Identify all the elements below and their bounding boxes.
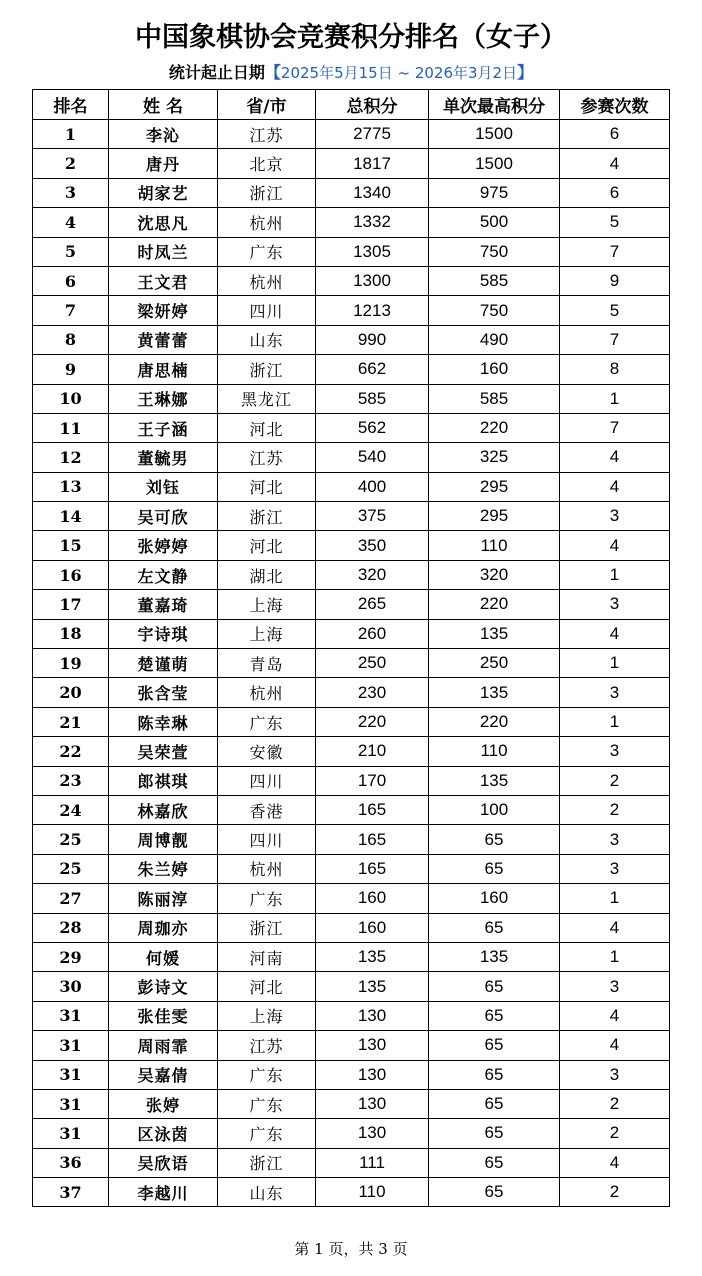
total-points-cell: 165 <box>316 825 429 854</box>
rank-cell: 31 <box>33 1060 109 1089</box>
event-count-cell: 4 <box>560 913 670 942</box>
table-row <box>33 619 670 648</box>
rank-cell: 6 <box>33 266 109 295</box>
rank-cell: 31 <box>33 1089 109 1118</box>
player-name-cell: 区泳茵 <box>109 1119 218 1148</box>
max-single-points-cell: 325 <box>429 443 560 472</box>
max-single-points-cell: 975 <box>429 178 560 207</box>
max-single-points-cell: 220 <box>429 707 560 736</box>
rank-cell: 24 <box>33 795 109 824</box>
event-count-cell: 3 <box>560 678 670 707</box>
date-range-open-bracket: 【 <box>264 63 281 82</box>
event-count-cell: 3 <box>560 972 670 1001</box>
table-row <box>33 825 670 854</box>
rank-cell: 31 <box>33 1031 109 1060</box>
province-cell: 北京 <box>218 149 316 178</box>
event-count-cell: 4 <box>560 1031 670 1060</box>
total-points-cell: 160 <box>316 913 429 942</box>
total-points-cell: 130 <box>316 1031 429 1060</box>
table-row <box>33 707 670 736</box>
rank-cell: 3 <box>33 178 109 207</box>
header-max-single-points: 单次最高积分 <box>429 90 560 120</box>
player-name-cell: 宇诗琪 <box>109 619 218 648</box>
rank-cell: 9 <box>33 355 109 384</box>
rank-cell: 11 <box>33 413 109 442</box>
player-name-cell: 左文静 <box>109 560 218 589</box>
max-single-points-cell: 500 <box>429 208 560 237</box>
player-name-cell: 吴可欣 <box>109 502 218 531</box>
event-count-cell: 2 <box>560 795 670 824</box>
rank-cell: 36 <box>33 1148 109 1177</box>
total-points-cell: 562 <box>316 413 429 442</box>
rank-cell: 31 <box>33 1119 109 1148</box>
max-single-points-cell: 160 <box>429 355 560 384</box>
total-points-cell: 400 <box>316 472 429 501</box>
table-row <box>33 737 670 766</box>
player-name-cell: 梁妍婷 <box>109 296 218 325</box>
rank-cell: 19 <box>33 649 109 678</box>
player-name-cell: 陈丽淳 <box>109 884 218 913</box>
table-row <box>33 560 670 589</box>
event-count-cell: 7 <box>560 325 670 354</box>
province-cell: 河南 <box>218 942 316 971</box>
total-points-cell: 135 <box>316 942 429 971</box>
event-count-cell: 1 <box>560 560 670 589</box>
province-cell: 杭州 <box>218 678 316 707</box>
rank-cell: 8 <box>33 325 109 354</box>
table-row <box>33 913 670 942</box>
event-count-cell: 3 <box>560 1060 670 1089</box>
table-row <box>33 178 670 207</box>
province-cell: 浙江 <box>218 1148 316 1177</box>
player-name-cell: 陈幸琳 <box>109 707 218 736</box>
player-name-cell: 张婷婷 <box>109 531 218 560</box>
player-name-cell: 郎祺琪 <box>109 766 218 795</box>
rank-cell: 13 <box>33 472 109 501</box>
table-row <box>33 531 670 560</box>
player-name-cell: 王琳娜 <box>109 384 218 413</box>
province-cell: 河北 <box>218 472 316 501</box>
rank-cell: 4 <box>33 208 109 237</box>
province-cell: 江苏 <box>218 443 316 472</box>
total-points-cell: 160 <box>316 884 429 913</box>
player-name-cell: 楚谨萌 <box>109 649 218 678</box>
province-cell: 广东 <box>218 1089 316 1118</box>
province-cell: 青岛 <box>218 649 316 678</box>
province-cell: 河北 <box>218 972 316 1001</box>
player-name-cell: 张含莹 <box>109 678 218 707</box>
total-points-cell: 1213 <box>316 296 429 325</box>
province-cell: 广东 <box>218 237 316 266</box>
province-cell: 浙江 <box>218 178 316 207</box>
max-single-points-cell: 295 <box>429 472 560 501</box>
event-count-cell: 4 <box>560 1148 670 1177</box>
province-cell: 浙江 <box>218 913 316 942</box>
total-points-cell: 585 <box>316 384 429 413</box>
table-row <box>33 384 670 413</box>
player-name-cell: 张佳雯 <box>109 1001 218 1030</box>
event-count-cell: 2 <box>560 1119 670 1148</box>
rank-cell: 25 <box>33 825 109 854</box>
total-points-cell: 165 <box>316 854 429 883</box>
rank-cell: 37 <box>33 1178 109 1207</box>
player-name-cell: 周珈亦 <box>109 913 218 942</box>
rank-cell: 27 <box>33 884 109 913</box>
max-single-points-cell: 135 <box>429 678 560 707</box>
total-points-cell: 265 <box>316 590 429 619</box>
rank-cell: 28 <box>33 913 109 942</box>
event-count-cell: 3 <box>560 590 670 619</box>
max-single-points-cell: 65 <box>429 913 560 942</box>
province-cell: 浙江 <box>218 502 316 531</box>
province-cell: 浙江 <box>218 355 316 384</box>
table-row <box>33 766 670 795</box>
total-points-cell: 220 <box>316 707 429 736</box>
max-single-points-cell: 750 <box>429 237 560 266</box>
event-count-cell: 4 <box>560 149 670 178</box>
rank-cell: 23 <box>33 766 109 795</box>
header-event-count: 参赛次数 <box>560 90 670 120</box>
total-points-cell: 111 <box>316 1148 429 1177</box>
table-row <box>33 266 670 295</box>
total-points-cell: 320 <box>316 560 429 589</box>
table-row <box>33 884 670 913</box>
header-name: 姓 名 <box>109 90 218 120</box>
max-single-points-cell: 295 <box>429 502 560 531</box>
date-range-close-bracket: 】 <box>517 63 534 82</box>
rank-cell: 17 <box>33 590 109 619</box>
page-title: 中国象棋协会竞赛积分排名（女子） <box>135 22 567 53</box>
player-name-cell: 张婷 <box>109 1089 218 1118</box>
rank-cell: 14 <box>33 502 109 531</box>
table-row <box>33 472 670 501</box>
table-row <box>33 1178 670 1207</box>
player-name-cell: 何媛 <box>109 942 218 971</box>
total-points-cell: 1305 <box>316 237 429 266</box>
event-count-cell: 3 <box>560 737 670 766</box>
player-name-cell: 胡家艺 <box>109 178 218 207</box>
province-cell: 湖北 <box>218 560 316 589</box>
total-points-cell: 1300 <box>316 266 429 295</box>
rank-cell: 25 <box>33 854 109 883</box>
rank-cell: 7 <box>33 296 109 325</box>
max-single-points-cell: 220 <box>429 413 560 442</box>
player-name-cell: 时凤兰 <box>109 237 218 266</box>
province-cell: 上海 <box>218 1001 316 1030</box>
province-cell: 广东 <box>218 1119 316 1148</box>
header-total-points: 总积分 <box>316 90 429 120</box>
max-single-points-cell: 320 <box>429 560 560 589</box>
total-points-cell: 1332 <box>316 208 429 237</box>
date-range-line <box>0 62 702 84</box>
total-points-cell: 2775 <box>316 120 429 149</box>
rank-cell: 16 <box>33 560 109 589</box>
rank-cell: 31 <box>33 1001 109 1030</box>
max-single-points-cell: 490 <box>429 325 560 354</box>
rank-cell: 20 <box>33 678 109 707</box>
event-count-cell: 4 <box>560 443 670 472</box>
total-points-cell: 165 <box>316 795 429 824</box>
province-cell: 河北 <box>218 413 316 442</box>
player-name-cell: 周雨霏 <box>109 1031 218 1060</box>
table-body <box>33 120 670 1207</box>
table-row <box>33 443 670 472</box>
table-row <box>33 678 670 707</box>
event-count-cell: 3 <box>560 825 670 854</box>
province-cell: 广东 <box>218 707 316 736</box>
max-single-points-cell: 110 <box>429 737 560 766</box>
max-single-points-cell: 750 <box>429 296 560 325</box>
table-row <box>33 1119 670 1148</box>
province-cell: 杭州 <box>218 854 316 883</box>
total-points-cell: 375 <box>316 502 429 531</box>
total-points-cell: 1817 <box>316 149 429 178</box>
table-row <box>33 237 670 266</box>
max-single-points-cell: 220 <box>429 590 560 619</box>
total-points-cell: 540 <box>316 443 429 472</box>
player-name-cell: 李沁 <box>109 120 218 149</box>
event-count-cell: 4 <box>560 472 670 501</box>
rank-cell: 12 <box>33 443 109 472</box>
event-count-cell: 7 <box>560 237 670 266</box>
player-name-cell: 朱兰婷 <box>109 854 218 883</box>
page-footer: 第 1 页，共 3 页 <box>294 1240 408 1258</box>
rank-cell: 1 <box>33 120 109 149</box>
province-cell: 广东 <box>218 1060 316 1089</box>
rank-cell: 18 <box>33 619 109 648</box>
player-name-cell: 唐丹 <box>109 149 218 178</box>
province-cell: 四川 <box>218 296 316 325</box>
table-row <box>33 795 670 824</box>
player-name-cell: 李越川 <box>109 1178 218 1207</box>
event-count-cell: 1 <box>560 384 670 413</box>
table-row <box>33 296 670 325</box>
table-header-row <box>33 90 670 120</box>
province-cell: 山东 <box>218 325 316 354</box>
total-points-cell: 1340 <box>316 178 429 207</box>
player-name-cell: 王文君 <box>109 266 218 295</box>
player-name-cell: 沈思凡 <box>109 208 218 237</box>
province-cell: 黑龙江 <box>218 384 316 413</box>
max-single-points-cell: 65 <box>429 825 560 854</box>
max-single-points-cell: 65 <box>429 1089 560 1118</box>
event-count-cell: 1 <box>560 649 670 678</box>
province-cell: 上海 <box>218 619 316 648</box>
table-row <box>33 355 670 384</box>
table-row <box>33 120 670 149</box>
max-single-points-cell: 135 <box>429 942 560 971</box>
max-single-points-cell: 65 <box>429 1119 560 1148</box>
max-single-points-cell: 65 <box>429 1001 560 1030</box>
total-points-cell: 130 <box>316 1001 429 1030</box>
event-count-cell: 1 <box>560 942 670 971</box>
max-single-points-cell: 65 <box>429 1060 560 1089</box>
player-name-cell: 吴欣语 <box>109 1148 218 1177</box>
event-count-cell: 6 <box>560 120 670 149</box>
max-single-points-cell: 65 <box>429 1031 560 1060</box>
total-points-cell: 990 <box>316 325 429 354</box>
rank-cell: 10 <box>33 384 109 413</box>
event-count-cell: 2 <box>560 766 670 795</box>
rank-cell: 2 <box>33 149 109 178</box>
max-single-points-cell: 65 <box>429 1148 560 1177</box>
event-count-cell: 5 <box>560 296 670 325</box>
total-points-cell: 662 <box>316 355 429 384</box>
max-single-points-cell: 100 <box>429 795 560 824</box>
table-row <box>33 942 670 971</box>
max-single-points-cell: 1500 <box>429 149 560 178</box>
total-points-cell: 230 <box>316 678 429 707</box>
ranking-table <box>32 89 670 1207</box>
header-province: 省/市 <box>218 90 316 120</box>
table-row <box>33 413 670 442</box>
table-row <box>33 649 670 678</box>
province-cell: 杭州 <box>218 266 316 295</box>
province-cell: 杭州 <box>218 208 316 237</box>
total-points-cell: 130 <box>316 1089 429 1118</box>
player-name-cell: 董嘉琦 <box>109 590 218 619</box>
event-count-cell: 1 <box>560 884 670 913</box>
province-cell: 四川 <box>218 766 316 795</box>
rank-cell: 30 <box>33 972 109 1001</box>
max-single-points-cell: 135 <box>429 766 560 795</box>
event-count-cell: 2 <box>560 1178 670 1207</box>
event-count-cell: 1 <box>560 707 670 736</box>
event-count-cell: 4 <box>560 1001 670 1030</box>
rank-cell: 22 <box>33 737 109 766</box>
province-cell: 江苏 <box>218 1031 316 1060</box>
event-count-cell: 6 <box>560 178 670 207</box>
total-points-cell: 130 <box>316 1060 429 1089</box>
max-single-points-cell: 250 <box>429 649 560 678</box>
total-points-cell: 110 <box>316 1178 429 1207</box>
rank-cell: 29 <box>33 942 109 971</box>
table-row <box>33 149 670 178</box>
table-row <box>33 1060 670 1089</box>
province-cell: 河北 <box>218 531 316 560</box>
max-single-points-cell: 65 <box>429 972 560 1001</box>
player-name-cell: 吴荣萱 <box>109 737 218 766</box>
player-name-cell: 刘钰 <box>109 472 218 501</box>
event-count-cell: 3 <box>560 502 670 531</box>
province-cell: 四川 <box>218 825 316 854</box>
table-row <box>33 208 670 237</box>
table-row <box>33 1031 670 1060</box>
province-cell: 香港 <box>218 795 316 824</box>
province-cell: 江苏 <box>218 120 316 149</box>
player-name-cell: 林嘉欣 <box>109 795 218 824</box>
province-cell: 山东 <box>218 1178 316 1207</box>
total-points-cell: 250 <box>316 649 429 678</box>
province-cell: 上海 <box>218 590 316 619</box>
rank-cell: 21 <box>33 707 109 736</box>
table-row <box>33 1148 670 1177</box>
table-row <box>33 502 670 531</box>
player-name-cell: 周博靓 <box>109 825 218 854</box>
player-name-cell: 王子涵 <box>109 413 218 442</box>
event-count-cell: 5 <box>560 208 670 237</box>
max-single-points-cell: 160 <box>429 884 560 913</box>
table-row <box>33 1089 670 1118</box>
header-rank: 排名 <box>33 90 109 120</box>
player-name-cell: 吴嘉倩 <box>109 1060 218 1089</box>
max-single-points-cell: 135 <box>429 619 560 648</box>
max-single-points-cell: 585 <box>429 384 560 413</box>
event-count-cell: 9 <box>560 266 670 295</box>
total-points-cell: 135 <box>316 972 429 1001</box>
table-row <box>33 854 670 883</box>
total-points-cell: 130 <box>316 1119 429 1148</box>
date-range-label: 统计起止日期 <box>168 63 265 82</box>
max-single-points-cell: 110 <box>429 531 560 560</box>
total-points-cell: 260 <box>316 619 429 648</box>
table-row <box>33 972 670 1001</box>
table-row <box>33 325 670 354</box>
total-points-cell: 170 <box>316 766 429 795</box>
event-count-cell: 4 <box>560 619 670 648</box>
max-single-points-cell: 65 <box>429 1178 560 1207</box>
max-single-points-cell: 65 <box>429 854 560 883</box>
table-row <box>33 1001 670 1030</box>
total-points-cell: 210 <box>316 737 429 766</box>
event-count-cell: 3 <box>560 854 670 883</box>
player-name-cell: 彭诗文 <box>109 972 218 1001</box>
event-count-cell: 7 <box>560 413 670 442</box>
event-count-cell: 2 <box>560 1089 670 1118</box>
province-cell: 安徽 <box>218 737 316 766</box>
date-range-value: 2025年5月15日 ~ 2026年3月2日 <box>280 64 518 82</box>
event-count-cell: 4 <box>560 531 670 560</box>
total-points-cell: 350 <box>316 531 429 560</box>
rank-cell: 15 <box>33 531 109 560</box>
max-single-points-cell: 1500 <box>429 120 560 149</box>
player-name-cell: 黄蕾蕾 <box>109 325 218 354</box>
event-count-cell: 8 <box>560 355 670 384</box>
table-row <box>33 590 670 619</box>
player-name-cell: 唐思楠 <box>109 355 218 384</box>
rank-cell: 5 <box>33 237 109 266</box>
player-name-cell: 董毓男 <box>109 443 218 472</box>
max-single-points-cell: 585 <box>429 266 560 295</box>
province-cell: 广东 <box>218 884 316 913</box>
